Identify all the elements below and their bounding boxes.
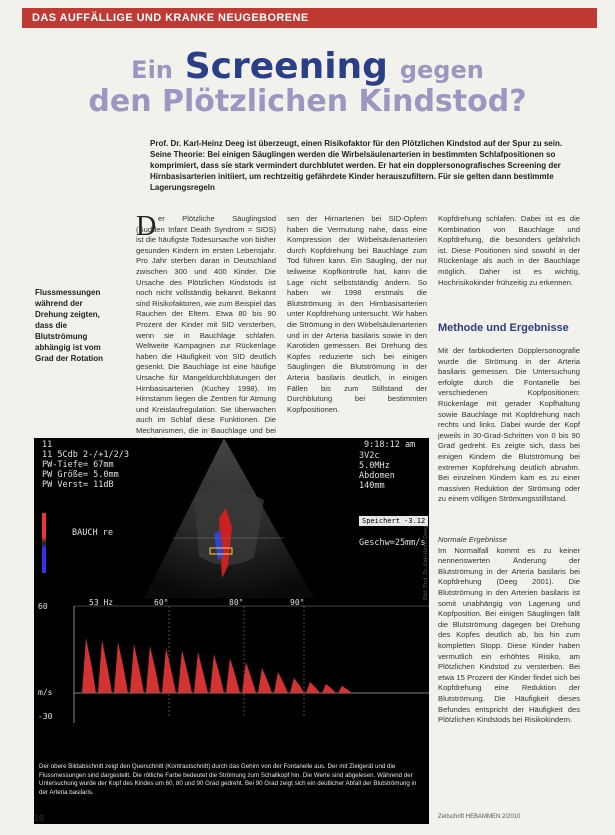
sweep-speed: Geschw=25mm/s — [359, 538, 426, 548]
drop-cap: D — [136, 211, 157, 242]
us-top-left: 11 — [42, 440, 53, 450]
axis-top-label: 60 — [38, 602, 48, 611]
us-params-left — [42, 450, 129, 490]
axis-bottom-label: -30 — [38, 712, 53, 721]
body-column-3-top: Kopfdrehung schlafen. Dabei ist es die Kombination von Bauchlage und Kopfdrehung, die besonders gefährlich ist. Diese Positionen sind sowohl in der Rückenlage als auch in der Bauchlage möglich. Daher ist es wichtig, Hochrisikokinder frühzeitig zu erkennen. — [438, 214, 580, 287]
title-main: Screening — [184, 46, 388, 87]
image-credit: Bild: Prof. Dr. Karl-Heinz Deeg — [423, 525, 429, 600]
us-param: PW Verst= 11dB — [42, 480, 114, 490]
us-timestamp: 9:18:12 am — [364, 440, 416, 450]
section-heading: Methode und Ergebnisse — [438, 322, 569, 334]
us-param: 140mm — [359, 481, 385, 491]
stored-label: Speichert — [362, 517, 400, 525]
article-title — [0, 46, 615, 87]
doppler-spectrum — [34, 598, 429, 723]
body-column-3-results — [438, 535, 580, 825]
title-post: gegen — [399, 56, 484, 84]
stored-value: -3.12 — [404, 517, 426, 525]
body-column-1: er Plötzliche Säuglingstod (Sudden Infant Death Syndrom = SIDS) ist die häufigste Todesursache von bisher gesunden Kindern im ersten Lebensjahr. Pro Jahr sterben daran in Deutschland zwischen 300 und 400 Kinder. Die Ursache des Plötzlichen Kindstods ist noch nicht vollständig bekannt. Bekannt sind Risikofaktoren, wie zum Beispiel das Rauchen der Eltern. Etwa 80 bis 90 Prozent der Kinder mit SID versterben, wenn sie in Bauchlage schlafen. Weltweite Kampagnen zur Rückenlage haben die Häufigkeit von SID deutlich gesenkt. Die Bauchlage ist eine häufige Ursache für Mangeldurchblutungen der Hirnbasisarterien (Kuchey 1998). Im Hirnstamm liegen die Zentren für Atmung und Kreislaufregulation. Sie überwachen auch im Schlaf diese Funktionen. Die Mechanismen, die in Bauchlage und bei — [136, 214, 276, 435]
title-pre: Ein — [131, 56, 173, 84]
page-number: 10 — [34, 813, 45, 823]
us-param: PW-Tiefe= 67mm — [42, 460, 114, 470]
angle-tick: 90° — [290, 598, 305, 607]
axis-unit-label: m/s — [38, 688, 53, 697]
stored-box — [359, 516, 428, 526]
article-title-line2: den Plötzlichen Kindstod? — [88, 84, 527, 119]
us-param: PW Größe= 5.0mm — [42, 470, 119, 480]
speed-label: 53 Hz — [89, 598, 114, 607]
us-param: 5.0MHz — [359, 461, 390, 471]
us-param: 3V2c — [359, 451, 380, 461]
us-param: 11 5Cdb 2-/+1/2/3 — [42, 450, 129, 460]
journal-footer: Zeitschrift HEBAMMEN 2/2010 — [438, 814, 521, 820]
body-column-3-methods: Mit der farbkodierten Dopplersonografie wurde die Strömung in der Arteria basilaris gemessen. Die Untersuchung erfolgte durch die Fontanelle bei verschiedenen Kopfpositionen: Rückenlage mit gerader Kopfhaltung sowie Bauchlage mit Kopfdrehung nach rechts und links. Dabei wurde der Kopf jeweils in 30-Grad-Schritten von 0 bis 90 Grad gedreht. Es zeigte sich, dass bei einigen Kindern die Blutströmung bei extremer Kopfdrehung deutlich abnahm. Bei einzelnen Kindern kam es zu einer massiven Reduktion der Strömung oder zu einem völligen Strömungsstillstand. — [438, 346, 580, 504]
us-params-right — [359, 451, 395, 491]
angle-tick: 80° — [229, 598, 244, 607]
color-scale-bar — [42, 513, 46, 573]
angle-tick: 60° — [154, 598, 169, 607]
position-label: BAUCH re — [72, 528, 113, 538]
results-subhead: Normale Ergebnisse — [438, 535, 507, 544]
results-text: Im Normalfall kommt es zu keiner nennenswerten Änderung der Blutströmung in der Arteria basilaris bei Kopfdrehung (Deeg 2001). Die Blutströmung in den Arterien basilaris ist somit unabhängig von Lagerung und Kopfposition. Bei einigen Säuglingen fällt die Blutströmung dagegen bei Drehung des Kopfes deutlich ab, bis hin zum kompletten Stopp. Diese Kinder haben vermutlich ein erhöhtes Risiko, am Plötzlichen Kindstod zu versterben. Bei etwa 15 Prozent der Kinder findet sich bei Kopfdrehung eine Reduktion der Blutströmung. Die Häufigkeit dieses Befundes entspricht der Häufigkeit des Plötzlichen Kindstods bei Risikokindern. — [438, 545, 580, 725]
side-caption: Flussmessungen während der Drehung zeigten, dass die Blutströmung abhängig ist vom Grad der Rotation — [35, 288, 104, 363]
body-column-2: sen der Hirnarterien bei SID-Opfern haben die Vermutung nahe, dass eine Kompression der Wirbelsäulenarterien durch Kopfdrehung bei Bauchlage zum Tod führen kann. Ein Säugling, der nur teilweise Kopfkontrolle hat, kann die Lage nicht selbstständig ändern. So haben wir 1998 erstmals die Blutströmung in den Hirnbasisarterien unter Kopfdrehung untersucht. Wir haben die Strömung in den Wirbelsäulenarterien und in der Arteria basilaris sowie in den Karotiden gemessen. Bei Drehung des Kopfes reduzierte sich bei einigen Säuglingen die Blutströmung in der Arteria basilaris deutlich, in einigen Fällen bis zum Stillstand der Durchblutung bei bestimmten Kopfpositionen. — [287, 214, 427, 414]
image-caption: Der obere Bildabschnitt zeigt den Querschnitt (Kontrastschnitt) durch das Gehirn von der Fontanelle aus. Der mit Zielgerät und die Flussmessungen sind dargestellt. Die rötliche Farbe bedeutet die Strömung zum Schallkopf hin. Die Werte sind abgelesen. Während der Untersuchung wurde der Kopf des Kindes um 60, 80 und 90 Grad gedreht. Bei 90 Grad zeigt sich ein deutlicher Abfall der Blutströmung in der Arteria basilaris. — [34, 760, 429, 824]
section-header: DAS AUFFÄLLIGE UND KRANKE NEUGEBORENE — [22, 8, 597, 28]
us-param: Abdomen — [359, 471, 395, 481]
lead-paragraph: Prof. Dr. Karl-Heinz Deeg ist überzeugt, einen Risikofaktor für den Plötzlichen Kindstod auf der Spur zu sein. Seine Theorie: Bei einigen Säuglingen werden die Wirbelsäulenarterien in bestimmten Schlafpositionen so komprimiert, dass sie stark vermindert durchblutet werden. Er hat ein dopplersonografisches Screening der Hirnbasisarterien initiiert, um rechtzeitig gefährdete Kinder herauszufiltern. Für sie gelten dann bestimmte Lagerungsregeln — [150, 139, 563, 192]
